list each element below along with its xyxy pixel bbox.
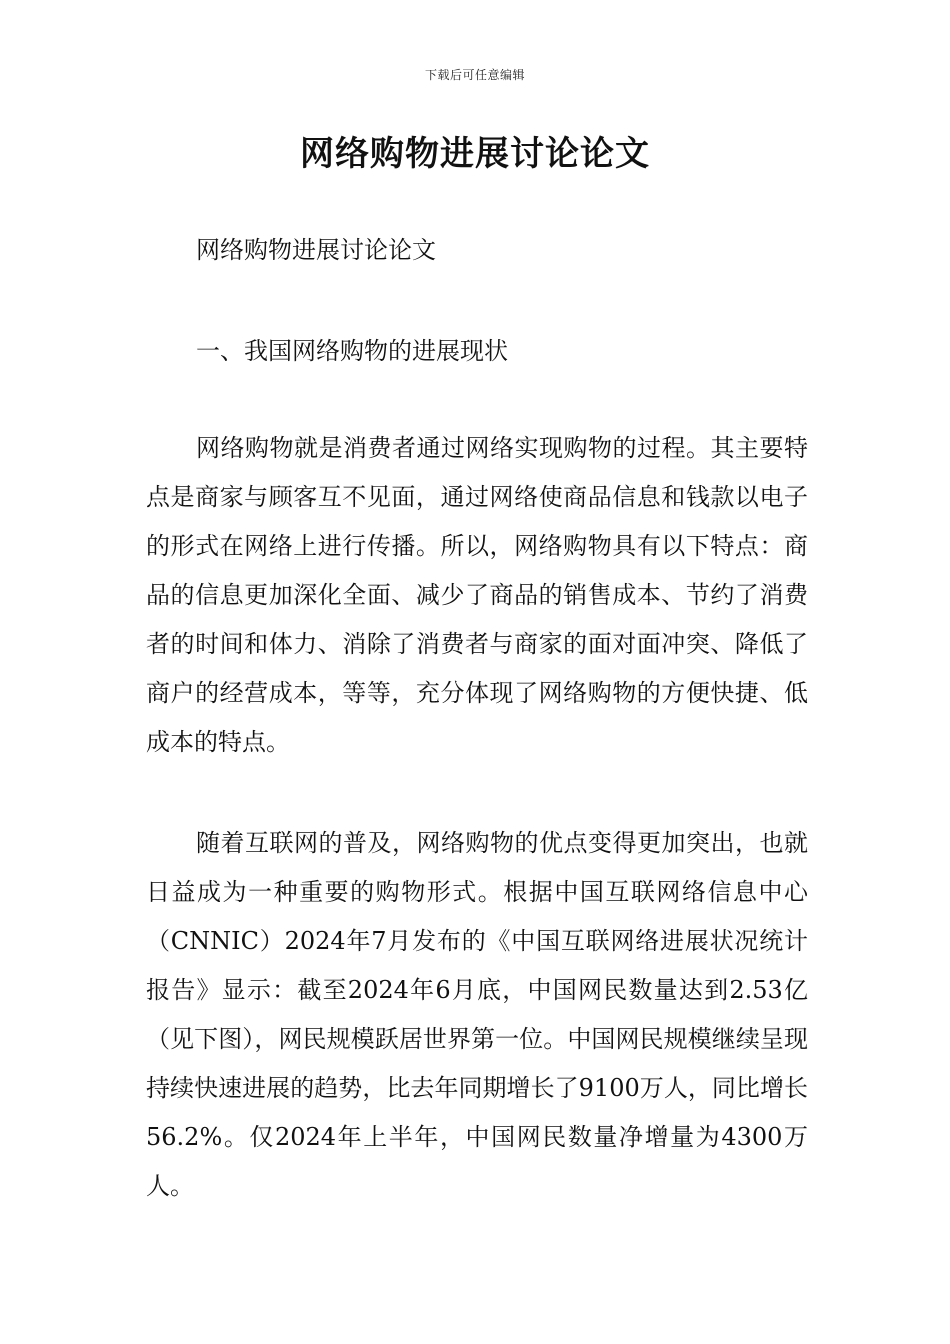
document-title: 网络购物进展讨论论文 bbox=[300, 134, 650, 174]
paragraph-1: 网络购物就是消费者通过网络实现购物的过程。其主要特点是商家与顾客互不见面，通过网络使商品信息和钱款以电子的形式在网络上进行传播。所以，网络购物具有以下特点：商品的信息更加深化全面、减少了商品的销售成本、节约了消费者的时间和体力、消除了消费者与商家的面对面冲突、降低了商户的经营成本，等等，充分体现了网络购物的方便快捷、低成本的特点。 bbox=[146, 434, 808, 756]
document-subtitle: 网络购物进展讨论论文 bbox=[196, 236, 436, 264]
section-heading: 一、我国网络购物的进展现状 bbox=[196, 337, 508, 365]
header-note: 下载后可任意编辑 bbox=[424, 68, 525, 82]
paragraph-2: 随着互联网的普及，网络购物的优点变得更加突出，也就日益成为一种重要的购物形式。根据中国互联网络信息中心（CNNIC）2024年7月发布的《中国互联网络进展状况统计报告》显示：截至2024年6月底，中国网民数量达到2.53亿（见下图），网民规模跃居世界第一位。中国网民规模继续呈现持续快速进展的趋势，比去年同期增长了9100万人，同比增长56.2%。仅2024年上半年，中国网民数量净增量为4300万人。 bbox=[146, 829, 808, 1200]
